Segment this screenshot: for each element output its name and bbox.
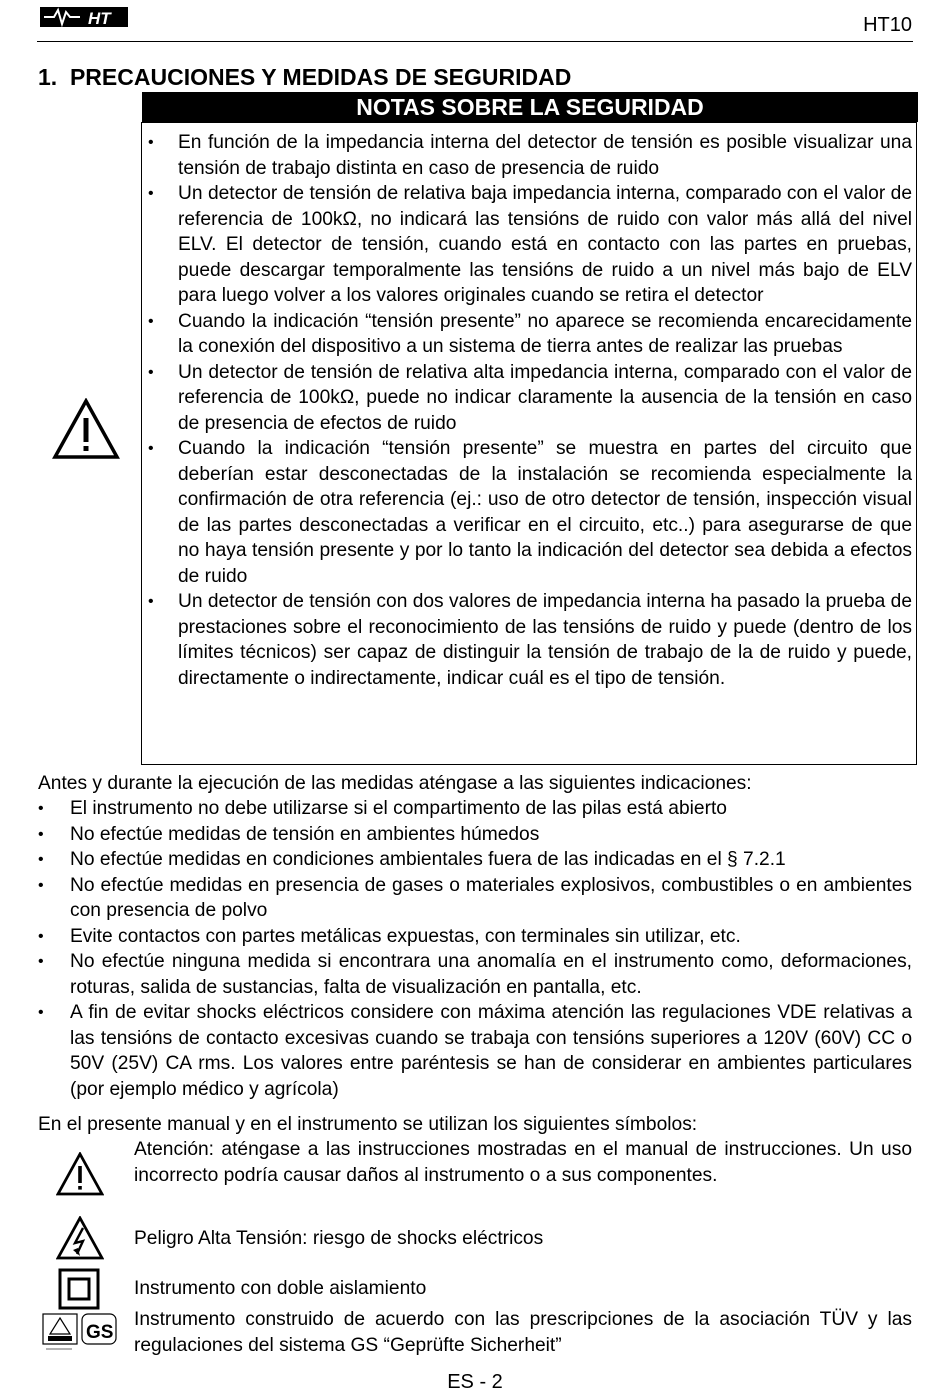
safety-notes-title: NOTAS SOBRE LA SEGURIDAD	[142, 92, 918, 122]
list-item: • Cuando la indicación “tensión presente” no aparece se recomienda encarecidamente la conexión del dispositivo a un sistema de tierra antes de realizar las pruebas	[146, 309, 912, 360]
high-voltage-icon	[56, 1216, 104, 1265]
model-label: HT10	[863, 14, 912, 36]
list-item: • No efectúe ninguna medida si encontrara una anomalía en el instrumento como, deformaciones, roturas, salida de sustancias, falta de visualización en pantalla, etc.	[38, 949, 912, 1000]
list-item: • A fin de evitar shocks eléctricos considere con máxima atención las regulaciones VDE relativas a las tensións de contacto excesivas cuando se trabaja con tensións superiores a 120V (60V) CC o 50V (25V) CA rms. Los valores entre paréntesis se han de considerar en ambientes particulares (por ejemplo médico y agrícola)	[38, 1000, 912, 1102]
symbol-description: Instrumento construido de acuerdo con las prescripciones de la asociación TÜV y las regulaciones del sistema GS “Geprüfte Sicherheit”	[134, 1309, 912, 1356]
measure-rules-list	[38, 796, 912, 1102]
symbol-description: Atención: aténgase a las instrucciones mostradas en el manual de instrucciones. Un uso incorrecto podría causar daños al instrumento o a sus componentes.	[134, 1139, 912, 1186]
ht-logo	[40, 4, 130, 30]
svg-text:GS: GS	[86, 1322, 114, 1343]
symbol-description: Peligro Alta Tensión: riesgo de shocks eléctricos	[134, 1228, 544, 1249]
list-item: • Un detector de tensión de relativa baja impedancia interna, comparado con el valor de referencia de 100kΩ, no indicará las tensións de ruido con valor más allá del nivel ELV. El detector de tensión, cuando está en contacto con las partes en pruebas, puede descargar temporalmente las tensións de ruido a un nivel más bajo de ELV para luego volver a los valores originales cuando se retira el detector	[146, 181, 912, 309]
list-item: • Cuando la indicación “tensión presente” se muestra en partes del circuito que deberían estar desconectadas de la instalación se recomienda especialmente la confirmación de otra referencia (ej.: uso de otro detector de tensión, inspección visual de las partes desconectadas a verificar en el circuito, etc..) para asegurarse de que no haya tensión presente y por lo tanto la indicación del detector sea debida a efectos de ruido	[146, 436, 912, 589]
double-insulation-icon	[58, 1268, 100, 1315]
header-rule	[37, 41, 913, 42]
svg-text:HT: HT	[88, 9, 111, 28]
warning-triangle-icon	[56, 1152, 104, 1201]
section-title: 1. PRECAUCIONES Y MEDIDAS DE SEGURIDAD	[38, 64, 572, 90]
safety-notes-list	[146, 130, 912, 691]
warning-triangle-icon	[52, 398, 120, 460]
list-item: • En función de la impedancia interna del detector de tensión es posible visualizar una tensión de trabajo distinta en caso de presencia de ruido	[146, 130, 912, 181]
symbol-description: Instrumento con doble aislamiento	[134, 1278, 427, 1299]
list-item: • Evite contactos con partes metálicas expuestas, con terminales sin utilizar, etc.	[38, 924, 912, 950]
measure-intro: Antes y durante la ejecución de las medidas aténgase a las siguientes indicaciones:	[38, 773, 752, 794]
list-item: • No efectúe medidas en condiciones ambientales fuera de las indicadas en el § 7.2.1	[38, 847, 912, 873]
page-number: ES - 2	[447, 1371, 503, 1393]
tuv-gs-mark-icon	[42, 1312, 118, 1357]
list-item: • No efectúe medidas de tensión en ambientes húmedos	[38, 822, 912, 848]
list-item: • No efectúe medidas en presencia de gases o materiales explosivos, combustibles o en ambientes con presencia de polvo	[38, 873, 912, 924]
symbols-intro: En el presente manual y en el instrumento se utilizan los siguientes símbolos:	[38, 1114, 698, 1135]
list-item: • Un detector de tensión con dos valores de impedancia interna ha pasado la prueba de prestaciones sobre el reconocimiento de las tensións de ruido y puede (dentro de los límites técnicos) ser capaz de distinguir la tensión de trabajo de la de ruido y puede, directamente o indirectamente, indicar cuál es el tipo de tensión.	[146, 589, 912, 691]
list-item: • El instrumento no debe utilizarse si el compartimento de las pilas está abierto	[38, 796, 912, 822]
list-item: • Un detector de tensión de relativa alta impedancia interna, comparado con el valor de referencia de 100kΩ, puede no indicar claramente la ausencia de la tensión en caso de presencia de efectos de ruido	[146, 360, 912, 437]
